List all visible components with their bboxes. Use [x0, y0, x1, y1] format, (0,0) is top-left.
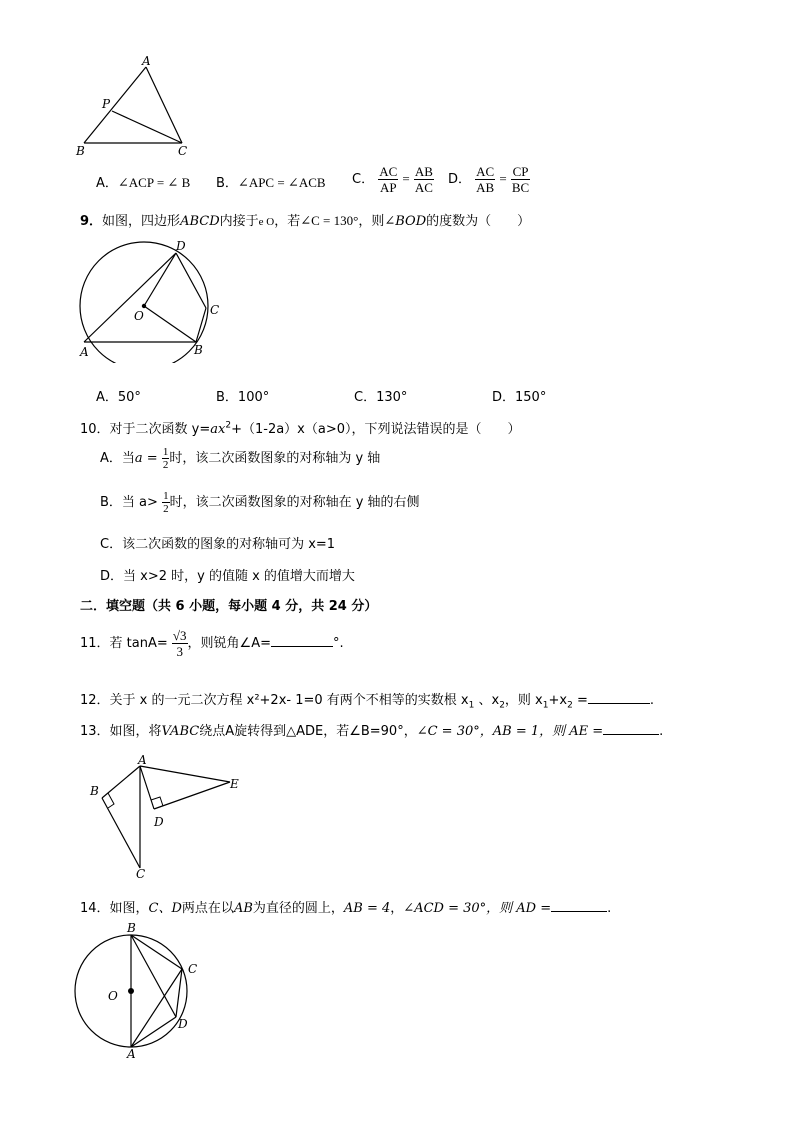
q10-option-d: D．当 x>2 时，y 的值随 x 的值增大而增大 — [100, 569, 355, 584]
figure-circle-abcd — [72, 238, 222, 363]
q14: 14．如图，C、D两点在以AB为直径的圆上，AB = 4，∠ACD = 30°，则 AD = . — [80, 901, 612, 916]
q9-option-d: D．150° — [492, 390, 547, 405]
label-b: B — [127, 921, 136, 935]
label-a: A — [127, 1047, 136, 1060]
label-d: D — [154, 815, 164, 829]
q10-option-a: A．当a = $\frac{1}{2}$ 时，该二次函数图象的对称轴为 y 轴 — [100, 446, 381, 471]
label-b: B — [194, 343, 203, 357]
label-d: D — [176, 239, 186, 253]
q12: 12．关于 x 的一元二次方程 x²+2x- 1=0 有两个不相等的实数根 $x_1$ 、$x_2$，则 $x_1+x_2$ = . — [80, 693, 654, 711]
label-a: A — [138, 753, 147, 767]
label-a: A — [142, 55, 151, 68]
figure-rotation-abc-ade — [80, 750, 250, 880]
label-p: P — [102, 97, 111, 111]
q13: 13．如图，将VABC绕点A旋转得到△ADE，若∠B=90°，∠C = 30°，AB = 1，则 AE = . — [80, 724, 664, 739]
label-o: O — [134, 309, 144, 323]
label-b: B — [76, 144, 85, 158]
q8-option-a: A．∠ACP = ∠ B — [96, 175, 191, 191]
label-e: E — [230, 777, 239, 791]
q10-option-b: B．当 a> $\frac{1}{2}$ 时，该二次函数图象的对称轴在 y 轴的右侧 — [100, 490, 420, 515]
label-o: O — [108, 989, 118, 1003]
q8-option-b: B．∠APC = ∠ACB — [216, 175, 326, 191]
label-c: C — [136, 867, 146, 880]
label-b: B — [90, 784, 99, 798]
label-c: C — [188, 962, 198, 976]
label-d: D — [178, 1017, 188, 1031]
q10-stem: 10．对于二次函数 $y=ax^2+(1-2a)x(a>0)$，下列说法错误的是（ ） — [80, 420, 521, 437]
q14-answer-blank — [551, 911, 607, 912]
q9-option-c: C．130° — [354, 390, 408, 405]
q12-answer-blank — [588, 703, 650, 704]
q9-option-b: B．100° — [216, 390, 270, 405]
q10-option-c: C．该二次函数的图象的对称轴可为 x=1 — [100, 537, 336, 552]
q8-option-d: D． $\frac{AC}{AB}$ = $\frac{CP}{BC}$ — [448, 164, 530, 195]
q13-answer-blank — [603, 734, 659, 735]
q11: 11．若 tanA= $\frac{√3}{3}$ ，则锐角∠A= °. — [80, 628, 344, 659]
q9-stem: 9．如图，四边形ABCD内接于e O，若∠C = 130°，则∠BOD的度数为（ ） — [80, 213, 531, 229]
q9-option-a: A．50° — [96, 390, 141, 405]
label-c: C — [178, 144, 188, 158]
figure-triangle-abc — [70, 55, 200, 160]
figure-circle-diameter-ab — [70, 920, 210, 1060]
label-c: C — [210, 303, 220, 317]
label-a: A — [80, 345, 89, 359]
q8-option-c: C． $\frac{AC}{AP}$ = $\frac{AB}{AC}$ — [352, 164, 433, 195]
q11-answer-blank — [271, 646, 333, 647]
section-heading-fill-in: 二．填空题（共 6 小题，每小题 4 分，共 24 分） — [80, 599, 378, 614]
